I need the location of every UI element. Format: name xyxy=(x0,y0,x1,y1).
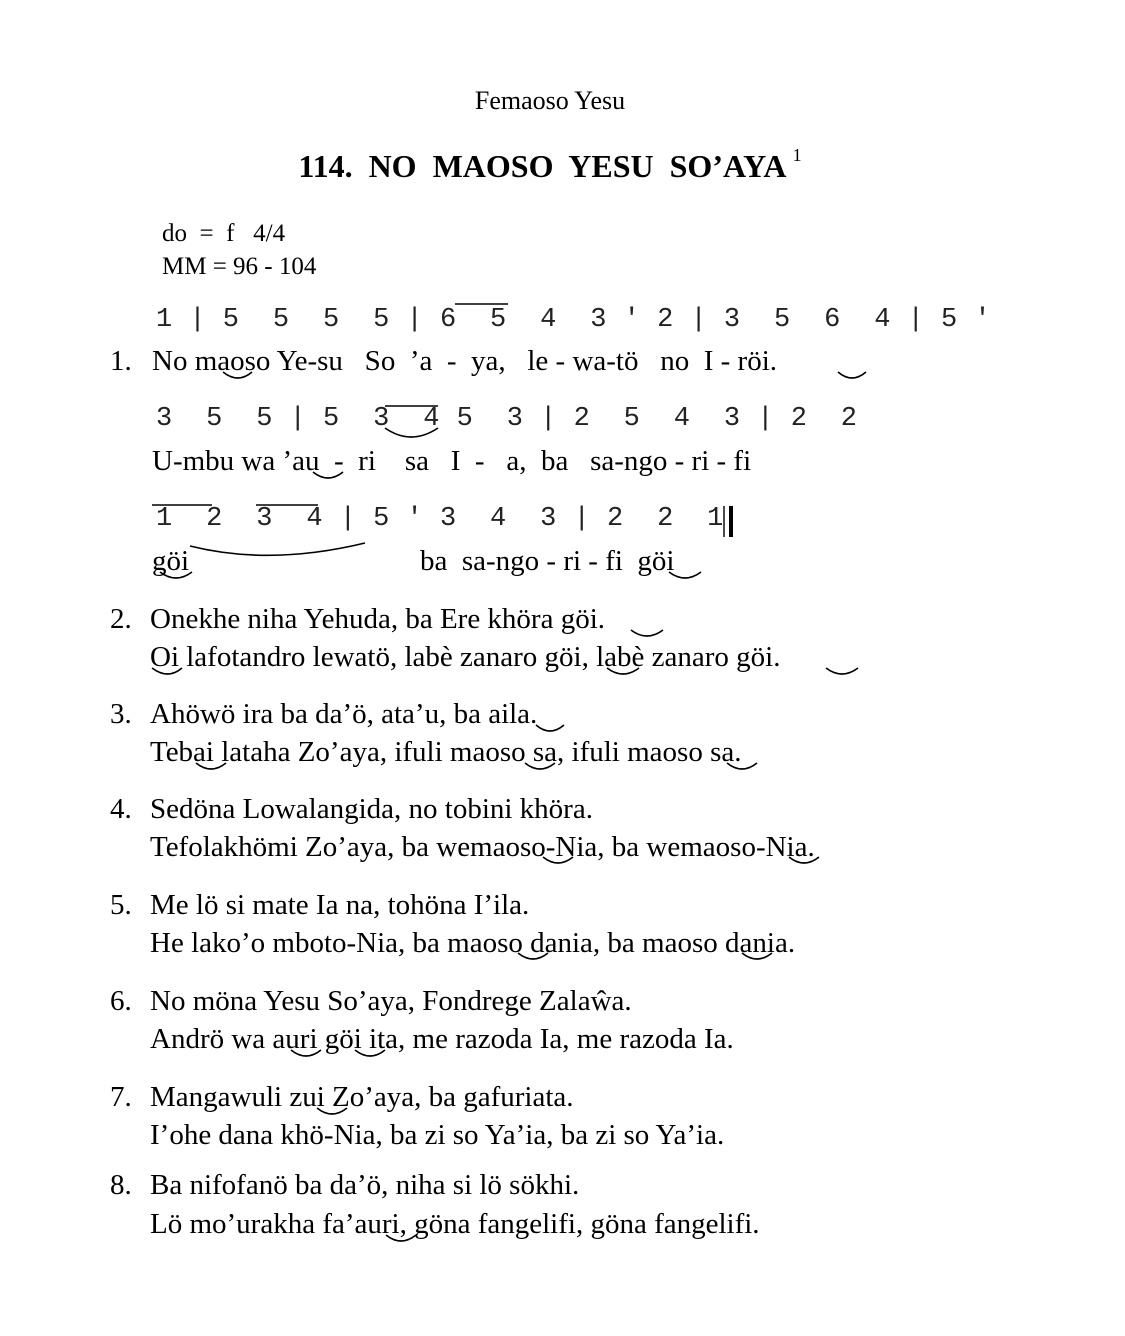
footnote-mark: 1 xyxy=(792,145,802,166)
verse-line: Andrö wa auri göi ita, me razoda Ia, me razoda Ia. xyxy=(150,1023,734,1055)
hymn-number-title: 114. NO MAOSO YESU SO’AYA xyxy=(298,148,785,184)
verse-line: Onekhe niha Yehuda, ba Ere khöra göi. xyxy=(150,603,606,635)
verse-line: Lö mo’urakha fa’auri, göna fangelifi, göna fangelifi. xyxy=(150,1208,760,1240)
verse-line: Oi lafotandro lewatö, labè zanaro göi, labè zanaro göi. xyxy=(150,641,781,673)
lyric-line-1: No maoso Ye-su So ’a - ya, le - wa-tö no I - röi. xyxy=(152,345,778,377)
verse-number: 3. xyxy=(110,698,132,730)
verse-line: Tefolakhömi Zo’aya, ba wemaoso-Nia, ba wemaoso-Nia. xyxy=(150,831,815,863)
verse-line: I’ohe dana khö-Nia, ba zi so Ya’ia, ba zi so Ya’ia. xyxy=(150,1119,725,1151)
notation-line-2: 3 5 5 | 5 3 4 5 3 | 2 5 4 3 | 2 2 xyxy=(156,404,858,434)
tempo-marking: MM = 96 - 104 xyxy=(162,253,317,280)
verse-number: 6. xyxy=(110,985,132,1017)
verse-number: 4. xyxy=(110,793,132,825)
running-title: Femaoso Yesu xyxy=(474,86,626,115)
verse-line: Tebai lataha Zo’aya, ifuli maoso sa, ifuli maoso sa. xyxy=(150,736,742,768)
lyric-line-3b: ba sa-ngo - ri - fi göi xyxy=(420,545,675,577)
hymn-title xyxy=(0,145,1100,185)
verse-line: Ba nifofanö ba da’ö, niha si lö sökhi. xyxy=(150,1169,580,1201)
notation-line-3: 1 2 3 4 | 5 ' 3 4 3 | 2 2 1 xyxy=(156,504,724,534)
verse-number: 1. xyxy=(110,345,132,377)
lyric-line-2: U-mbu wa ’au - ri sa I - a, ba sa-ngo - ri - fi xyxy=(152,445,752,477)
elision-mark xyxy=(826,668,858,674)
verse-line: Ahöwö ira ba da’ö, ata’u, ba aila. xyxy=(150,698,538,730)
elision-mark xyxy=(838,372,866,378)
verse-line: Mangawuli zui Zo’aya, ba gafuriata. xyxy=(150,1081,574,1113)
notation-line-1: 1 | 5 5 5 5 | 6 5 4 3 ' 2 | 3 5 6 4 | 5 ' xyxy=(156,305,992,335)
elision-mark xyxy=(536,725,564,731)
slur-mark xyxy=(190,543,365,555)
verse-line: No möna Yesu So’aya, Fondrege Zalaŵa. xyxy=(150,985,632,1017)
verse-number: 5. xyxy=(110,889,132,921)
verse-line: Sedöna Lowalangida, no tobini khöra. xyxy=(150,793,593,825)
key-signature: do = f 4/4 xyxy=(162,220,286,247)
elision-mark xyxy=(631,630,663,636)
verse-number: 7. xyxy=(110,1081,132,1113)
verse-line: Me lö si mate Ia na, tohöna I’ila. xyxy=(150,889,530,921)
verse-number: 2. xyxy=(110,603,132,635)
verse-number: 8. xyxy=(110,1169,132,1201)
lyric-line-3a: göi xyxy=(152,545,190,577)
verse-line: He lako’o mboto-Nia, ba maoso dania, ba maoso dania. xyxy=(150,927,796,959)
